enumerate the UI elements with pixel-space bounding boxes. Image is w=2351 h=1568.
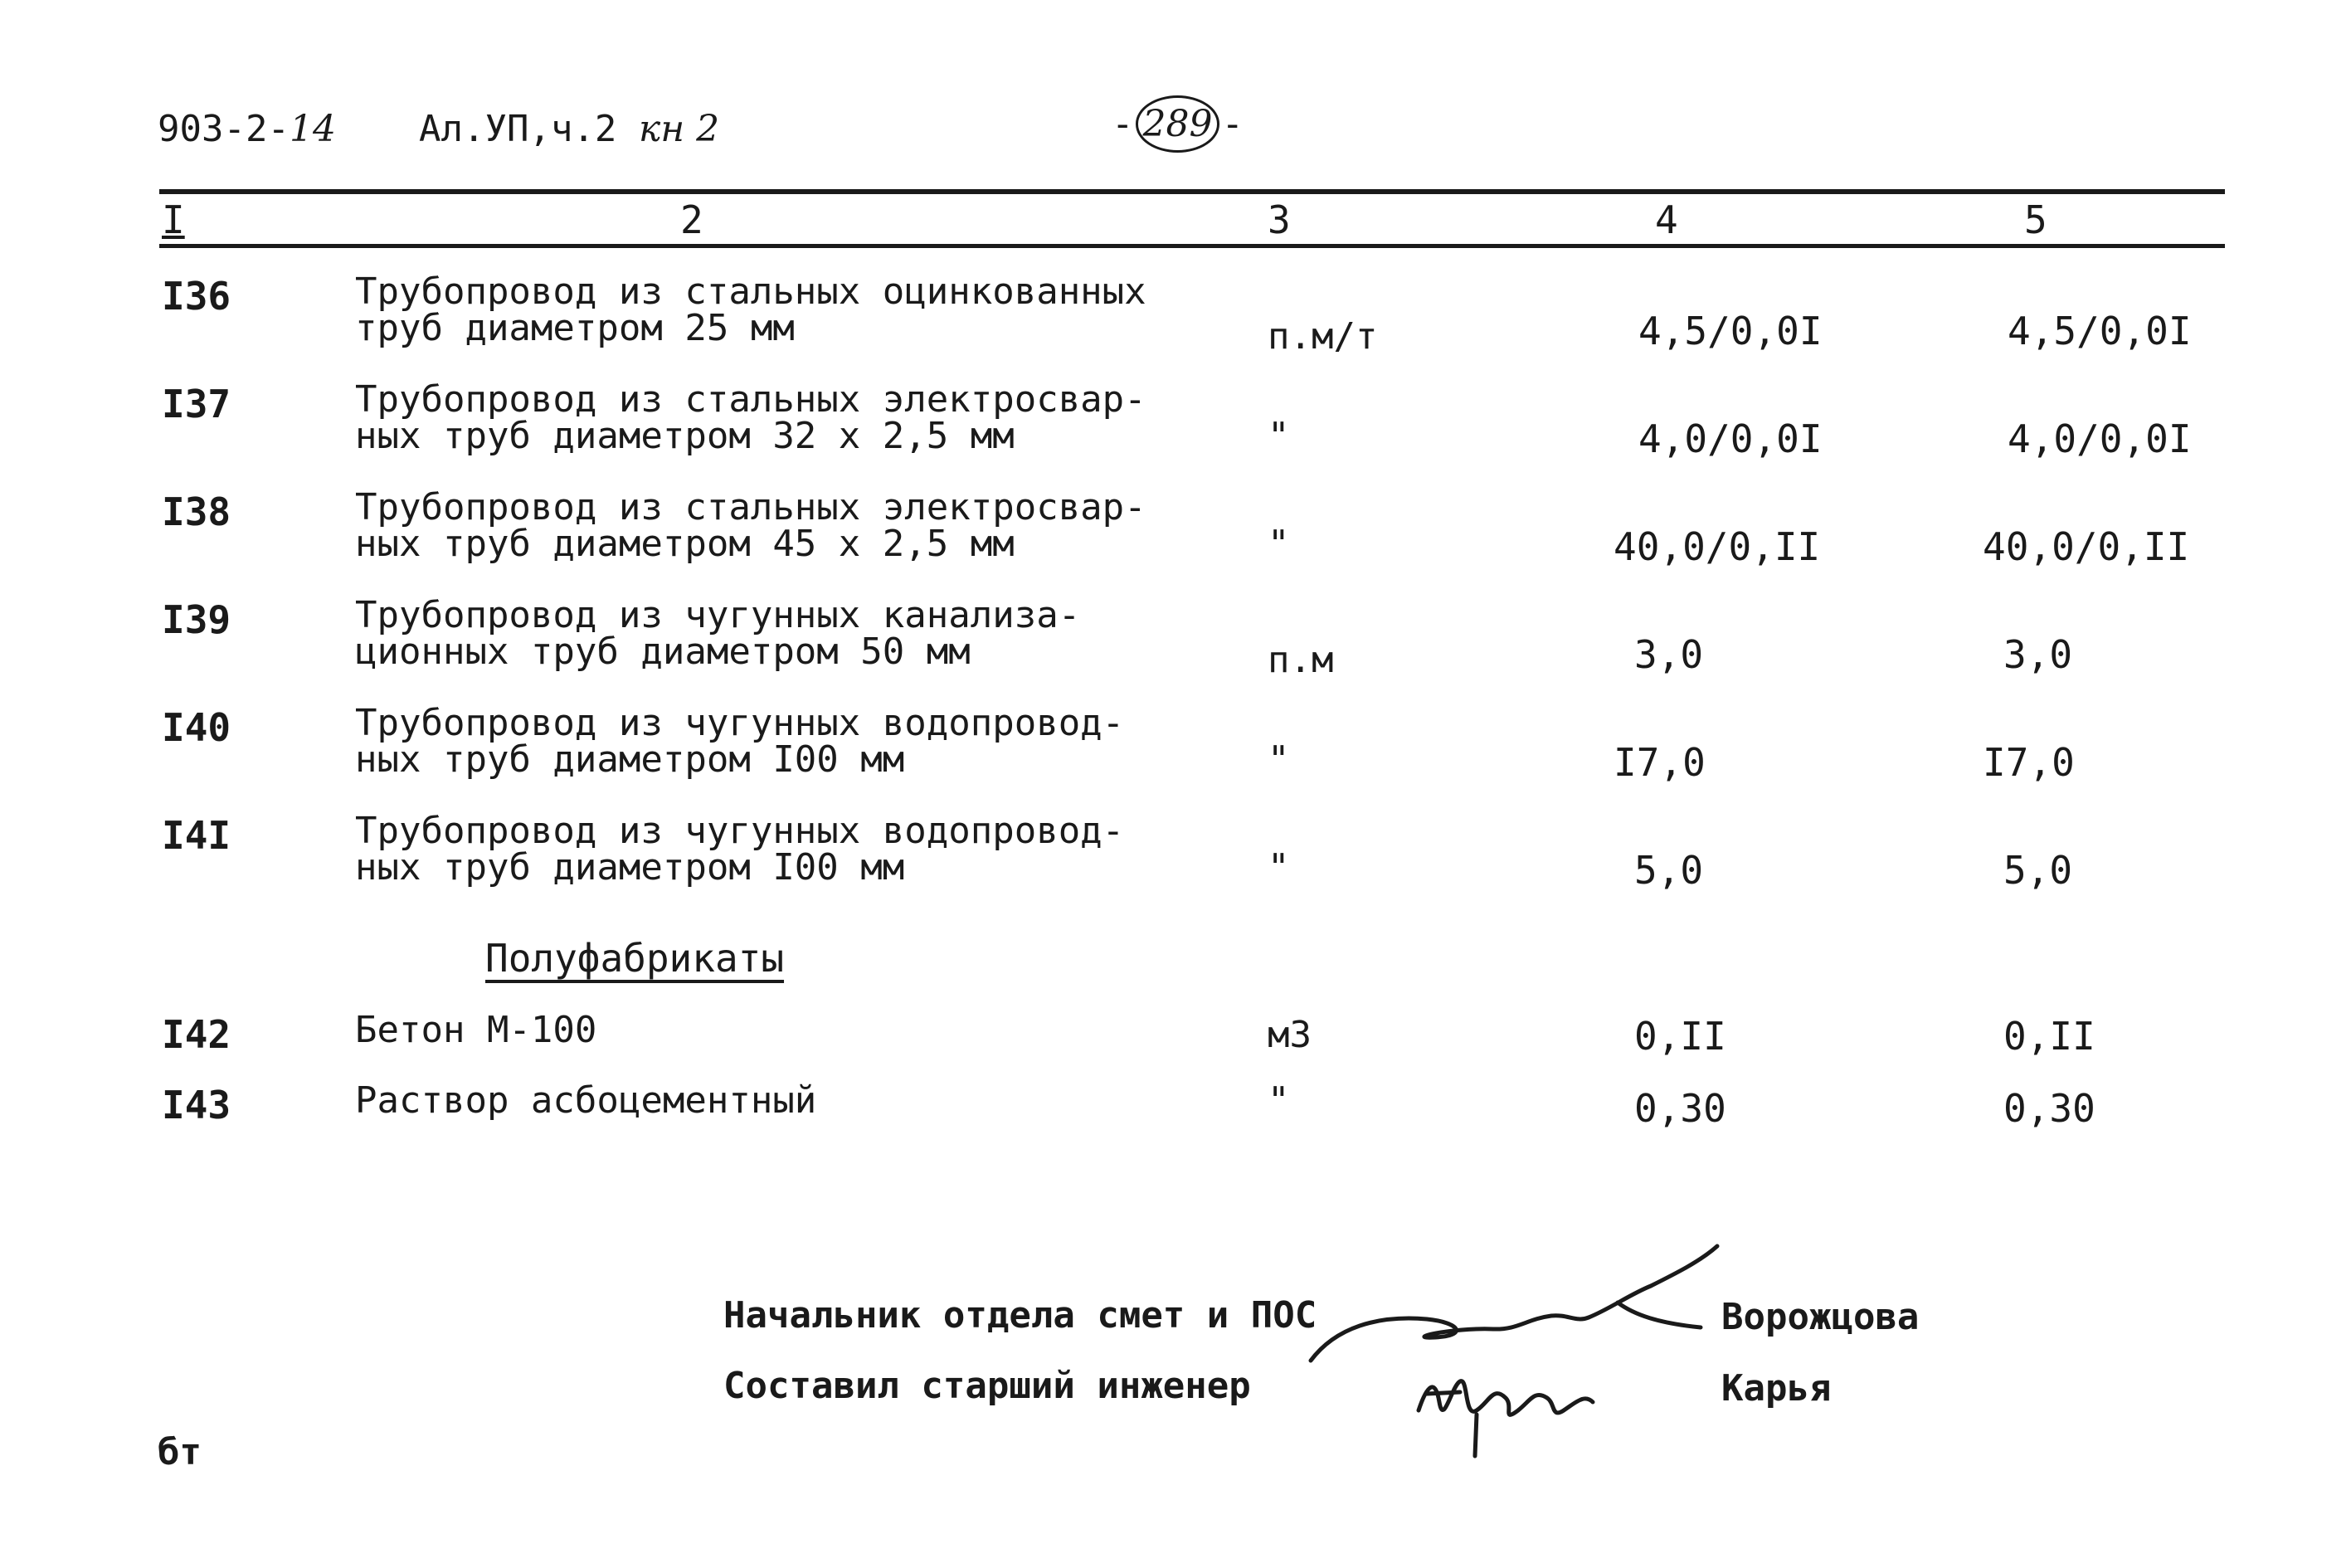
row-value-col5: 5,0 [2003,848,2073,893]
table-row [0,594,2351,705]
signature-role-compiler: Составил старший инженер [723,1365,1251,1407]
column-header-2: 2 [680,197,703,242]
row-value-col5: 40,0/0,II [1983,524,2190,569]
row-unit: п.м [1268,639,1334,681]
row-description: Трубопровод из стальных электросвар- ных труб диаметром 32 х 2,5 мм [355,378,1146,457]
table-row [0,270,2351,382]
table-top-rule [159,189,2225,194]
album-printed: Ал.УП,ч.2 [419,108,617,150]
row-value-col5: I7,0 [1983,740,2075,785]
row-number: I36 [162,274,231,319]
row-value-col4: 0,II [1634,1014,1726,1059]
table-row [0,378,2351,489]
row-number: I38 [162,489,231,534]
row-description: Трубопровод из стальных электросвар- ных труб диаметром 45 х 2,5 мм [355,486,1146,565]
row-unit: м3 [1268,1014,1312,1056]
row-value-col4: I7,0 [1614,740,1706,785]
row-value-col5: 0,30 [2003,1086,2095,1131]
row-value-col4: 3,0 [1634,632,1704,677]
row-value-col4: 0,30 [1634,1086,1726,1131]
row-value-col4: 4,5/0,0I [1638,309,1823,353]
document-code [158,108,336,150]
row-description: Трубопровод из чугунных водопровод- ных труб диаметром I00 мм [355,810,1125,889]
row-number: I42 [162,1012,231,1057]
table-row [0,1079,2351,1191]
row-number: I40 [162,705,231,750]
row-description: Раствор асбоцементный [355,1079,817,1122]
signature-name-compiler: Карья [1721,1367,1832,1410]
album-handwritten: кн 2 [638,108,720,150]
table-row [0,486,2351,597]
document-code-printed: 903-2- [158,108,290,150]
row-number: I37 [162,382,231,426]
row-number: I4I [162,813,231,858]
row-value-col5: 0,II [2003,1014,2095,1059]
page-number-circled: 289 [1136,95,1220,153]
document-code-handwritten: 14 [289,108,336,150]
row-number: I39 [162,597,231,642]
row-description: Трубопровод из чугунных водопровод- ных труб диаметром I00 мм [355,702,1125,781]
table-row [0,702,2351,813]
section-title: Полуфабрикаты [485,936,785,981]
row-description: Бетон М-100 [355,1009,597,1051]
row-unit: " [1268,1079,1290,1122]
row-value-col5: 4,5/0,0I [2008,309,2192,353]
row-description: Трубопровод из чугунных канализа- ционных труб диаметром 50 мм [355,594,1081,673]
column-header-5: 5 [2024,197,2047,242]
row-value-col4: 4,0/0,0I [1638,416,1823,461]
row-number: I43 [162,1083,231,1127]
column-header-3: 3 [1268,197,1291,242]
signature-name-head: Ворожцова [1721,1296,1920,1338]
page-number [1112,95,1244,153]
row-unit: " [1268,846,1290,889]
table-header-rule [159,244,2225,248]
row-description: Трубопровод из стальных оцинкованных труб диаметром 25 мм [355,270,1146,349]
page-suffix: - [1221,103,1244,145]
column-header-4: 4 [1655,197,1678,242]
corner-mark: бт [158,1431,202,1473]
album-reference [419,108,719,150]
handwritten-signature-compiler [1410,1352,1601,1460]
row-value-col5: 4,0/0,0I [2008,416,2192,461]
row-unit: " [1268,415,1290,457]
row-value-col4: 40,0/0,II [1614,524,1821,569]
signature-role-head: Начальник отдела смет и ПОС [723,1294,1317,1337]
row-value-col4: 5,0 [1634,848,1704,893]
row-unit: " [1268,738,1290,781]
table-row [0,810,2351,921]
row-unit: п.м/т [1268,315,1378,358]
column-header-1: I [162,197,185,242]
page-prefix: - [1112,103,1134,145]
row-unit: " [1268,523,1290,565]
row-value-col5: 3,0 [2003,632,2073,677]
